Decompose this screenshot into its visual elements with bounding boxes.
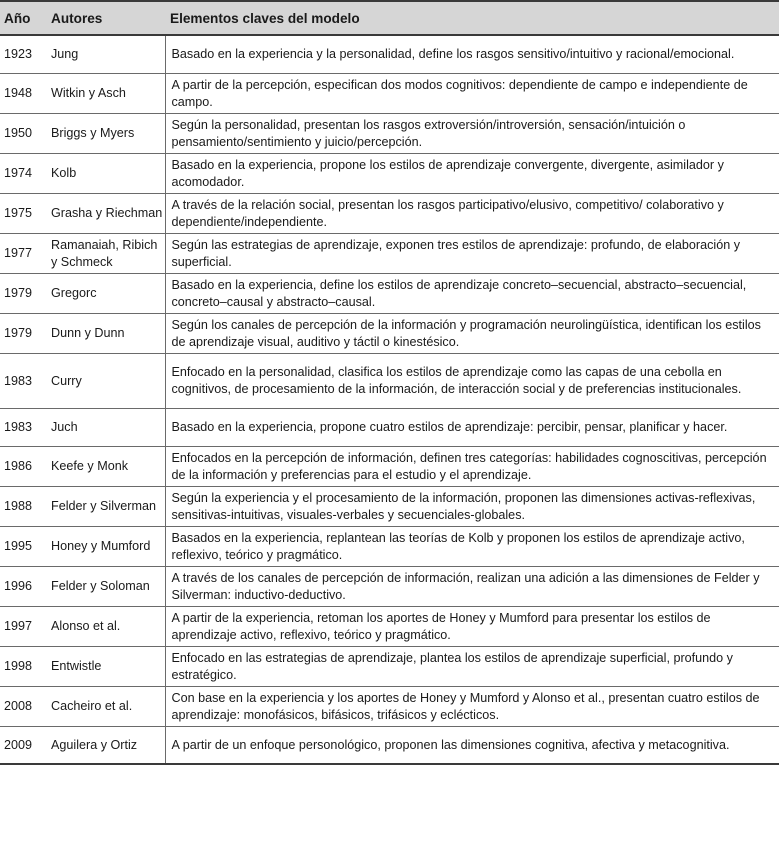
authors-cell: Alonso et al. bbox=[46, 606, 165, 646]
year-cell: 1923 bbox=[0, 35, 46, 73]
authors-cell: Grasha y Riechman bbox=[46, 193, 165, 233]
year-cell: 1988 bbox=[0, 486, 46, 526]
table-row bbox=[0, 193, 779, 233]
description-cell: A partir de la percepción, especifican dos modos cognitivos: dependiente de campo e independiente de campo. bbox=[165, 73, 779, 113]
authors-cell: Gregorc bbox=[46, 273, 165, 313]
authors-cell: Curry bbox=[46, 353, 165, 408]
description-cell: Con base en la experiencia y los aportes de Honey y Mumford y Alonso et al., presentan cuatro estilos de aprendizaje: monofásicos, bifásicos, trifásicos y eclécticos. bbox=[165, 686, 779, 726]
authors-cell: Cacheiro et al. bbox=[46, 686, 165, 726]
description-cell: Enfocado en la personalidad, clasifica los estilos de aprendizaje como las capas de una cebolla en cognitivos, de procesamiento de la información, de interacción social y de preferencias institucionales. bbox=[165, 353, 779, 408]
year-cell: 1986 bbox=[0, 446, 46, 486]
authors-cell: Ramanaiah, Ribich y Schmeck bbox=[46, 233, 165, 273]
description-cell: A partir de la experiencia, retoman los aportes de Honey y Mumford para presentar los estilos de aprendizaje activo, reflexivo, teórico y pragmático. bbox=[165, 606, 779, 646]
authors-cell: Jung bbox=[46, 35, 165, 73]
table-row bbox=[0, 526, 779, 566]
authors-cell: Witkin y Asch bbox=[46, 73, 165, 113]
year-cell: 1998 bbox=[0, 646, 46, 686]
table-row bbox=[0, 35, 779, 73]
header-elements: Elementos claves del modelo bbox=[165, 1, 779, 35]
year-cell: 1975 bbox=[0, 193, 46, 233]
authors-cell: Felder y Soloman bbox=[46, 566, 165, 606]
table-row bbox=[0, 73, 779, 113]
authors-cell: Entwistle bbox=[46, 646, 165, 686]
table-row bbox=[0, 113, 779, 153]
year-cell: 1979 bbox=[0, 313, 46, 353]
description-cell: A través de la relación social, presentan los rasgos participativo/elusivo, competitivo/ colaborativo y dependiente/independiente. bbox=[165, 193, 779, 233]
description-cell: Según la personalidad, presentan los rasgos extroversión/introversión, sensación/intuición o pensamiento/sentimiento y juicio/percepción. bbox=[165, 113, 779, 153]
description-cell: Basado en la experiencia, propone cuatro estilos de aprendizaje: percibir, pensar, planificar y hacer. bbox=[165, 408, 779, 446]
table-body bbox=[0, 35, 779, 764]
table-row bbox=[0, 353, 779, 408]
authors-cell: Juch bbox=[46, 408, 165, 446]
description-cell: Basado en la experiencia, propone los estilos de aprendizaje convergente, divergente, asimilador y acomodador. bbox=[165, 153, 779, 193]
year-cell: 1977 bbox=[0, 233, 46, 273]
year-cell: 2009 bbox=[0, 726, 46, 764]
table-row bbox=[0, 233, 779, 273]
table-row bbox=[0, 446, 779, 486]
authors-cell: Kolb bbox=[46, 153, 165, 193]
authors-cell: Honey y Mumford bbox=[46, 526, 165, 566]
table-row bbox=[0, 726, 779, 764]
table-row bbox=[0, 486, 779, 526]
year-cell: 1979 bbox=[0, 273, 46, 313]
year-cell: 1983 bbox=[0, 353, 46, 408]
header-authors: Autores bbox=[46, 1, 165, 35]
table-row bbox=[0, 686, 779, 726]
table-row bbox=[0, 646, 779, 686]
year-cell: 1950 bbox=[0, 113, 46, 153]
year-cell: 1997 bbox=[0, 606, 46, 646]
table-row bbox=[0, 606, 779, 646]
table-row bbox=[0, 273, 779, 313]
year-cell: 1996 bbox=[0, 566, 46, 606]
year-cell: 1983 bbox=[0, 408, 46, 446]
year-cell: 1995 bbox=[0, 526, 46, 566]
description-cell: A través de los canales de percepción de información, realizan una adición a las dimensiones de Felder y Silverman: inductivo-deductivo. bbox=[165, 566, 779, 606]
table-row bbox=[0, 313, 779, 353]
authors-cell: Dunn y Dunn bbox=[46, 313, 165, 353]
year-cell: 2008 bbox=[0, 686, 46, 726]
description-cell: Según las estrategias de aprendizaje, exponen tres estilos de aprendizaje: profundo, de elaboración y superficial. bbox=[165, 233, 779, 273]
description-cell: A partir de un enfoque personológico, proponen las dimensiones cognitiva, afectiva y metacognitiva. bbox=[165, 726, 779, 764]
authors-cell: Keefe y Monk bbox=[46, 446, 165, 486]
table-header bbox=[0, 1, 779, 35]
header-year: Año bbox=[0, 1, 46, 35]
table-row bbox=[0, 408, 779, 446]
authors-cell: Briggs y Myers bbox=[46, 113, 165, 153]
header-row bbox=[0, 1, 779, 35]
description-cell: Basado en la experiencia, define los estilos de aprendizaje concreto–secuencial, abstracto–secuencial, concreto–causal y abstracto–causal. bbox=[165, 273, 779, 313]
description-cell: Enfocado en las estrategias de aprendizaje, plantea los estilos de aprendizaje superficial, profundo y estratégico. bbox=[165, 646, 779, 686]
description-cell: Enfocados en la percepción de información, definen tres categorías: habilidades cognoscitivas, percepción de la información y preferencias para el estudio y el aprendizaje. bbox=[165, 446, 779, 486]
description-cell: Basados en la experiencia, replantean las teorías de Kolb y proponen los estilos de aprendizaje activo, reflexivo, teórico y pragmático. bbox=[165, 526, 779, 566]
year-cell: 1974 bbox=[0, 153, 46, 193]
authors-cell: Aguilera y Ortiz bbox=[46, 726, 165, 764]
description-cell: Según los canales de percepción de la información y programación neurolingüística, identifican los estilos de aprendizaje visual, auditivo y táctil o kinestésico. bbox=[165, 313, 779, 353]
table-row bbox=[0, 566, 779, 606]
description-cell: Basado en la experiencia y la personalidad, define los rasgos sensitivo/intuitivo y racional/emocional. bbox=[165, 35, 779, 73]
description-cell: Según la experiencia y el procesamiento de la información, proponen las dimensiones activas-reflexivas, sensitivas-intuitivas, visuales-verbales y secuenciales-globales. bbox=[165, 486, 779, 526]
table-row bbox=[0, 153, 779, 193]
authors-cell: Felder y Silverman bbox=[46, 486, 165, 526]
year-cell: 1948 bbox=[0, 73, 46, 113]
